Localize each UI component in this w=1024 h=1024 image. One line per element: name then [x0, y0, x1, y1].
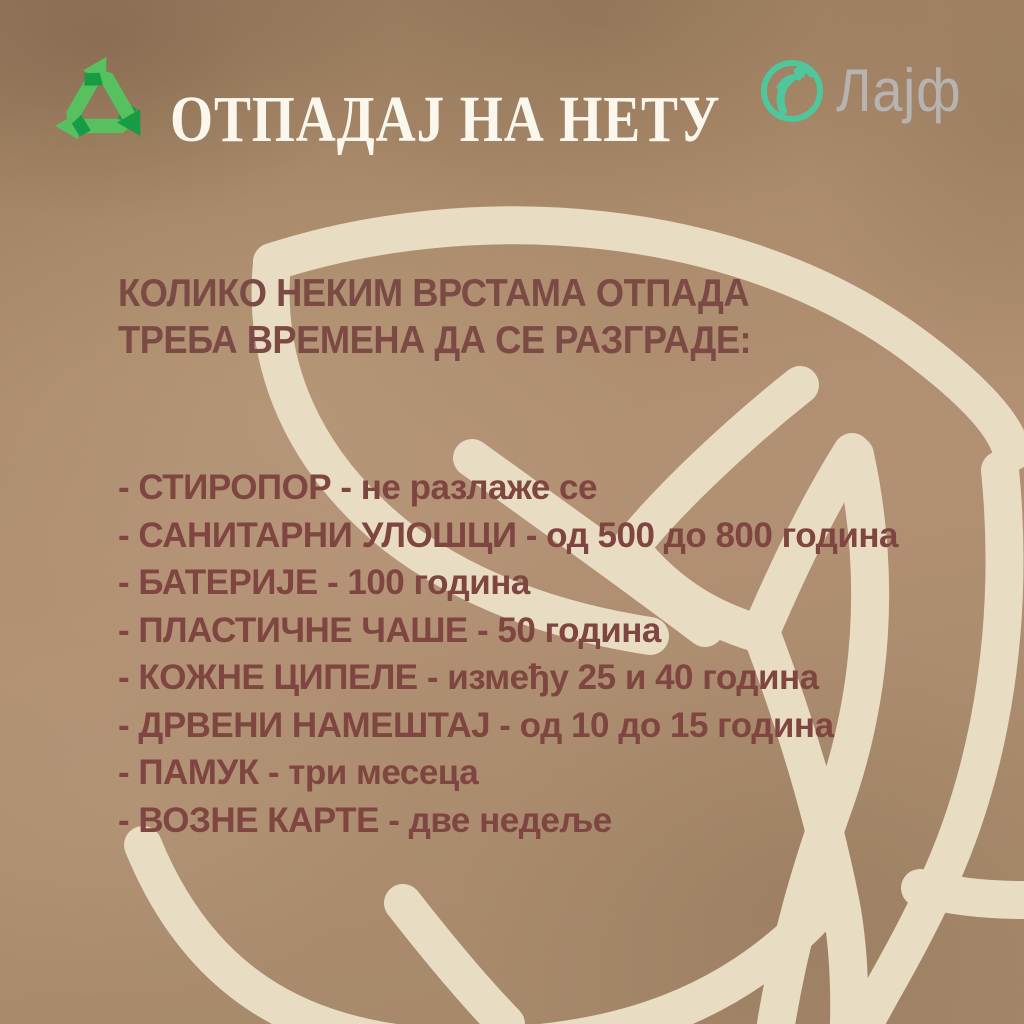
recycle-icon: [38, 42, 163, 167]
life-logo: [756, 54, 975, 126]
life-logo-text: Лајф: [836, 56, 962, 124]
life-person-in-circle-icon: [756, 54, 828, 126]
list-item: - СТИРОПОР - не разлаже се: [118, 468, 597, 507]
decomposition-list: [118, 464, 898, 844]
list-item: - ДРВЕНИ НАМЕШТАЈ - од 10 до 15 година: [118, 705, 834, 745]
list-item: - БАТЕРИЈЕ - 100 година: [118, 563, 530, 602]
heading-line-1: КОЛИКО НЕКИМ ВРСТАМА ОТПАДА: [118, 272, 750, 315]
poster-title: ОТПАДАЈ НА НЕТУ: [170, 83, 721, 157]
list-item: - ПАМУК - три месеца: [118, 753, 479, 792]
poster-heading: [118, 270, 751, 364]
list-item: - ВОЗНЕ КАРТЕ - две недеље: [118, 800, 612, 840]
list-item: - ПЛАСТИЧНЕ ЧАШЕ - 50 година: [118, 610, 661, 650]
heading-line-2: ТРЕБА ВРЕМЕНА ДА СЕ РАЗГРАДЕ:: [118, 319, 752, 362]
list-item: - КОЖНЕ ЦИПЕЛЕ - између 25 и 40 година: [118, 658, 819, 697]
list-item: - САНИТАРНИ УЛОШЦИ - од 500 до 800 година: [118, 515, 898, 555]
